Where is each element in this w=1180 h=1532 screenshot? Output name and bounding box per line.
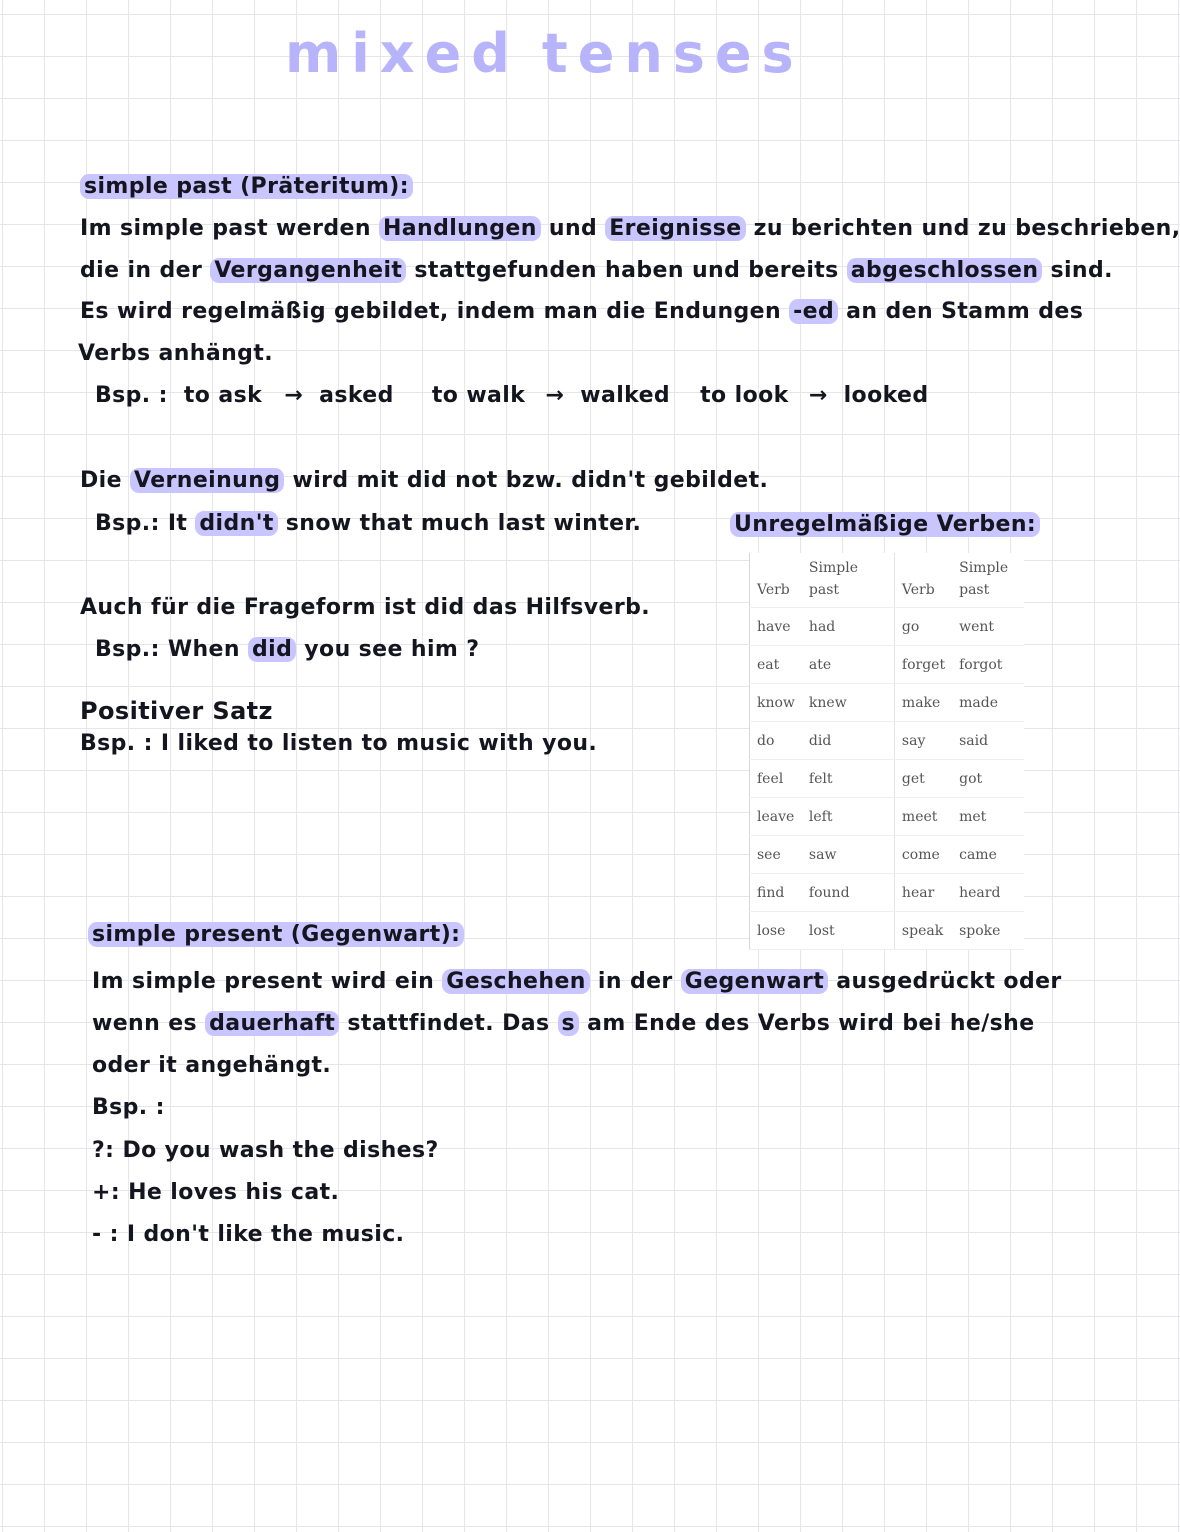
table-cell: come <box>894 836 952 874</box>
table-cell: see <box>750 836 802 874</box>
table-cell: heard <box>952 874 1024 912</box>
table-cell: leave <box>750 798 802 836</box>
table-cell: left <box>802 798 895 836</box>
table-header-row <box>750 553 1025 608</box>
table-cell: find <box>750 874 802 912</box>
question-line: Auch für die Frageform ist did das Hilfsverb. <box>80 595 650 620</box>
simple-past-line-1: Im simple past werden Handlungen und Ereignisse zu berichten und zu beschrieben, <box>80 216 1180 241</box>
example-label: Bsp. : <box>95 383 168 408</box>
table-cell: got <box>952 760 1024 798</box>
simple-present-example-label: Bsp. : <box>92 1095 165 1120</box>
table-cell: did <box>802 722 895 760</box>
table-cell: have <box>750 608 802 646</box>
negation-example: Bsp.: It didn't snow that much last winter. <box>95 511 642 536</box>
table-cell: saw <box>802 836 895 874</box>
positive-example: Bsp. : I liked to listen to music with you. <box>80 731 598 756</box>
title-part2: tenses <box>541 22 804 85</box>
table-cell: lost <box>802 912 895 950</box>
table-cell: speak <box>894 912 952 950</box>
table-row <box>750 608 1025 646</box>
table-cell: get <box>894 760 952 798</box>
column-header: Verb <box>894 553 952 608</box>
column-header: Verb <box>750 553 802 608</box>
title-part1: mixed <box>285 22 520 85</box>
column-header: Simple past <box>952 553 1024 608</box>
table-row <box>750 722 1025 760</box>
simple-past-heading: simple past (Präteritum): <box>80 174 413 199</box>
table-cell: spoke <box>952 912 1024 950</box>
table-cell: came <box>952 836 1024 874</box>
table-row <box>750 798 1025 836</box>
table-cell: eat <box>750 646 802 684</box>
table-cell: made <box>952 684 1024 722</box>
table-row <box>750 646 1025 684</box>
table-row <box>750 684 1025 722</box>
simple-present-line-1: Im simple present wird ein Geschehen in der Gegenwart ausgedrückt oder <box>92 969 1062 994</box>
example-negative: - : I don't like the music. <box>92 1222 405 1247</box>
table-row <box>750 874 1025 912</box>
positive-heading: Positiver Satz <box>80 697 273 725</box>
page-title <box>285 22 804 85</box>
table-cell: met <box>952 798 1024 836</box>
simple-past-examples: Bsp. : to ask → asked to walk → walked to look → looked <box>95 383 929 408</box>
simple-past-line-3: Es wird regelmäßig gebildet, indem man die Endungen -ed an den Stamm des <box>80 299 1084 324</box>
example-question: ?: Do you wash the dishes? <box>92 1138 439 1163</box>
table-cell: hear <box>894 874 952 912</box>
table-row <box>750 836 1025 874</box>
table-cell: say <box>894 722 952 760</box>
table-row <box>750 760 1025 798</box>
table-cell: forget <box>894 646 952 684</box>
table-cell: forgot <box>952 646 1024 684</box>
irregular-verbs-table <box>749 553 1024 950</box>
table-cell: meet <box>894 798 952 836</box>
question-example: Bsp.: When did you see him ? <box>95 637 480 662</box>
simple-past-line-2: die in der Vergangenheit stattgefunden haben und bereits abgeschlossen sind. <box>80 258 1113 283</box>
example-positive: +: He loves his cat. <box>92 1180 340 1205</box>
negation-line: Die Verneinung wird mit did not bzw. didn't gebildet. <box>80 468 769 493</box>
table-cell: ate <box>802 646 895 684</box>
simple-present-line-2: wenn es dauerhaft stattfindet. Das s am Ende des Verbs wird bei he/she <box>92 1011 1035 1036</box>
table-cell: feel <box>750 760 802 798</box>
table-cell: lose <box>750 912 802 950</box>
table-cell: knew <box>802 684 895 722</box>
table-row <box>750 912 1025 950</box>
table-cell: went <box>952 608 1024 646</box>
table-cell: felt <box>802 760 895 798</box>
table-cell: said <box>952 722 1024 760</box>
table-cell: had <box>802 608 895 646</box>
table-cell: do <box>750 722 802 760</box>
table-cell: make <box>894 684 952 722</box>
column-header: Simple past <box>802 553 895 608</box>
table-cell: go <box>894 608 952 646</box>
simple-present-heading: simple present (Gegenwart): <box>88 922 464 947</box>
simple-past-line-4: Verbs anhängt. <box>78 341 273 366</box>
table-cell: know <box>750 684 802 722</box>
simple-present-line-3: oder it angehängt. <box>92 1053 332 1078</box>
irregular-verbs-heading: Unregelmäßige Verben: <box>730 512 1040 537</box>
table-cell: found <box>802 874 895 912</box>
